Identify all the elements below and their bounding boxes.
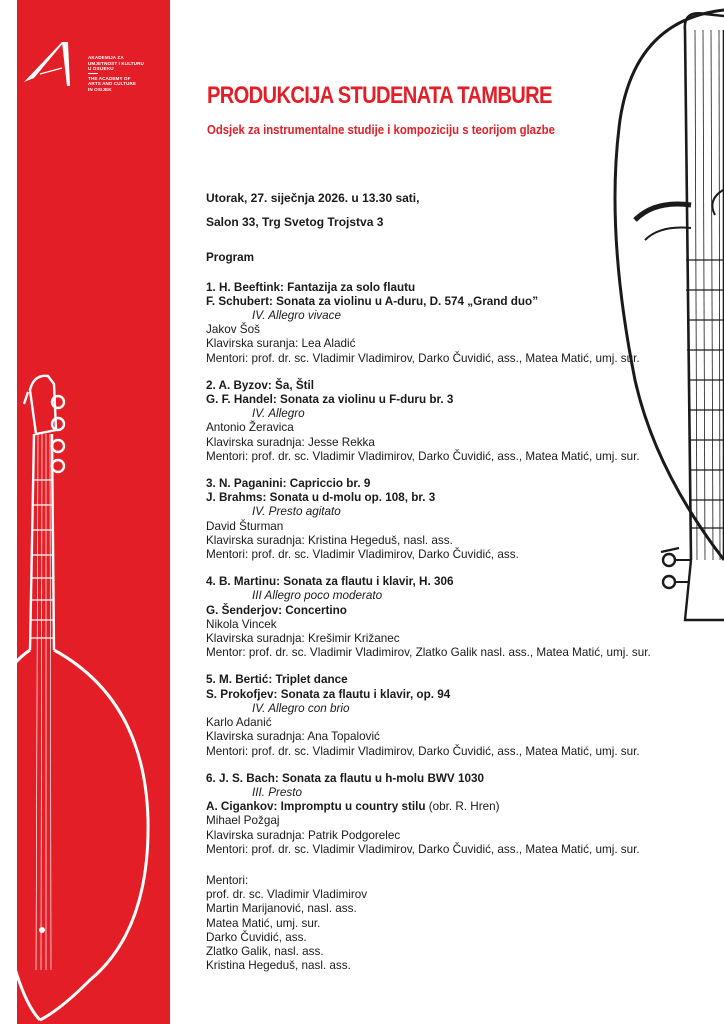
performer: Nikola Vincek [206, 617, 277, 631]
department-subtitle: Odsjek za instrumentalne studije i kompoziciju s teorijom glazbe [207, 122, 555, 137]
work-title: 2. A. Byzov: Ša, Štil [206, 378, 315, 392]
logo-line: THE ACADEMY OF [88, 75, 131, 81]
logo-line: UMJETNOST I KULTURU [88, 60, 144, 66]
accompanist: Klavirska suradnja: Jesse Rekka [206, 435, 375, 449]
accompanist: Klavirska suranja: Lea Aladić [206, 337, 356, 351]
program-item-2 [206, 379, 706, 464]
logo-divider [88, 73, 98, 74]
performer: Karlo Adanić [206, 716, 272, 730]
mentors: Mentori: prof. dr. sc. Vladimir Vladimirov, Darko Čuvidić, ass., Matea Matić, umj. sur. [206, 351, 640, 365]
performer: Antonio Žeravica [206, 421, 294, 435]
mentors: Mentori: prof. dr. sc. Vladimir Vladimirov, Darko Čuvidić, ass., Matea Matić, umj. sur. [206, 449, 640, 463]
program-content [206, 191, 706, 973]
performer: David Šturman [206, 519, 284, 533]
mentor-name: Darko Čuvidić, ass. [206, 930, 307, 944]
accompanist: Klavirska suradnja: Ana Topalović [206, 730, 380, 744]
mentor-name: Kristina Hegeduš, nasl. ass. [206, 959, 351, 973]
mentor-name: Matea Matić, umj. sur. [206, 916, 321, 930]
movement: IV. Allegro vivace [252, 309, 341, 323]
mentors-list [206, 874, 706, 973]
program-item-6 [206, 772, 706, 857]
arrangement-note: (obr. R. Hren) [428, 800, 500, 814]
work-title: F. Schubert: Sonata za violinu u A-duru, D. 574 „Grand duo” [206, 294, 539, 308]
logo-line: U OSIJEKU [88, 66, 114, 72]
program-item-3 [206, 477, 706, 562]
academy-logo-icon [22, 38, 80, 88]
work-title: J. Brahms: Sonata u d-molu op. 108, br. 3 [206, 491, 436, 505]
accompanist: Klavirska suradnja: Krešimir Križanec [206, 632, 400, 646]
performer: Jakov Šoš [206, 323, 260, 337]
work-title-line [206, 800, 706, 814]
program-item-4 [206, 575, 706, 660]
mentor-name: Martin Marijanović, nasl. ass. [206, 902, 357, 916]
movement: IV. Allegro con brio [252, 701, 350, 715]
accompanist: Klavirska suradnja: Kristina Hegeduš, nasl. ass. [206, 533, 453, 547]
mentors: Mentor: prof. dr. sc. Vladimir Vladimirov, Zlatko Galik nasl. ass., Matea Matić, umj. sur. [206, 646, 651, 660]
mentor-name: Zlatko Galik, nasl. ass. [206, 944, 324, 958]
movement: IV. Presto agitato [252, 505, 341, 519]
movement: IV. Allegro [252, 407, 305, 421]
work-title: 1. H. Beeftink: Fantazija za solo flautu [206, 280, 416, 294]
work-title: 6. J. S. Bach: Sonata za flautu u h-molu BWV 1030 [206, 771, 484, 785]
work-title: S. Prokofjev: Sonata za flautu i klavir, op. 94 [206, 687, 451, 701]
mentor-name: prof. dr. sc. Vladimir Vladimirov [206, 888, 368, 902]
mentors: Mentori: prof. dr. sc. Vladimir Vladimirov, Darko Čuvidić, ass., Matea Matić, umj. sur. [206, 842, 640, 856]
academy-logo-text [88, 55, 170, 93]
work-title: 5. M. Bertić: Triplet dance [206, 673, 348, 687]
work-title: A. Cigankov: Impromptu u country stilu [206, 800, 426, 814]
accompanist: Klavirska suradnja: Patrik Podgorelec [206, 828, 401, 842]
work-title: G. F. Handel: Sonata za violinu u F-duru br. 3 [206, 393, 454, 407]
mentors-list-label: Mentori: [206, 873, 249, 887]
work-title: G. Šenderjov: Concertino [206, 603, 347, 617]
tambura-left-illustration [0, 370, 152, 1024]
event-datetime: Utorak, 27. siječnja 2026. u 13.30 sati, [206, 191, 420, 205]
logo-line: IN OSIJEK [88, 86, 112, 92]
logo-line: ARTS AND CULTURE [88, 81, 137, 87]
event-venue: Salon 33, Trg Svetog Trojstva 3 [206, 215, 384, 230]
mentors: Mentori: prof. dr. sc. Vladimir Vladimirov, Darko Čuvidić, ass., Matea Matić, umj. sur. [206, 744, 640, 758]
work-title: 3. N. Paganini: Capriccio br. 9 [206, 477, 371, 491]
performer: Mihael Požgaj [206, 814, 280, 828]
logo-line: AKADEMIJA ZA [88, 55, 124, 60]
page-title: PRODUKCIJA STUDENATA TAMBURE [207, 82, 552, 109]
movement: III. Presto [252, 785, 303, 799]
movement: III Allegro poco moderato [252, 589, 383, 603]
work-title: 4. B. Martinu: Sonata za flautu i klavir, H. 306 [206, 575, 454, 589]
program-item-5 [206, 673, 706, 758]
mentors: Mentori: prof. dr. sc. Vladimir Vladimirov, Darko Čuvidić, ass. [206, 548, 519, 562]
program-item-1 [206, 281, 706, 366]
program-label: Program [206, 251, 255, 265]
